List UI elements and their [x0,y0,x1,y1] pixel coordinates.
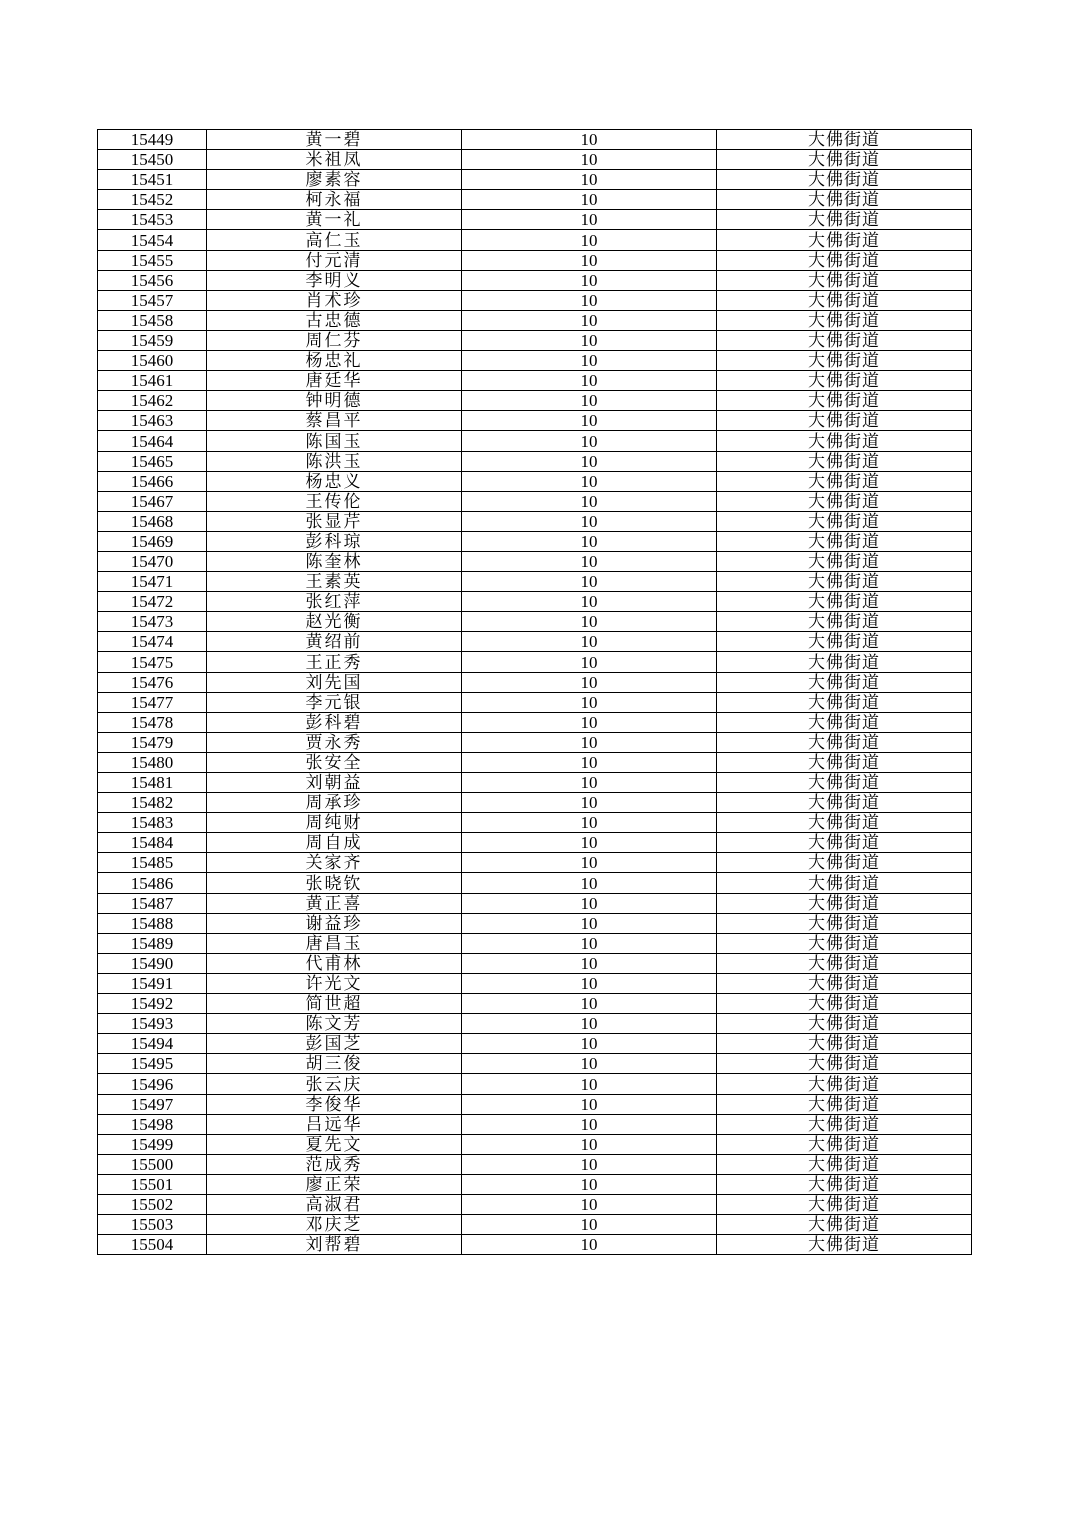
cell-street: 大佛街道 [717,893,972,913]
cell-id: 15485 [98,853,207,873]
table-row [98,652,972,672]
cell-street: 大佛街道 [717,953,972,973]
cell-name: 柯永福 [207,190,462,210]
cell-street: 大佛街道 [717,471,972,491]
cell-amount: 10 [462,913,717,933]
cell-street: 大佛街道 [717,572,972,592]
cell-id: 15496 [98,1074,207,1094]
cell-street: 大佛街道 [717,1215,972,1235]
cell-street: 大佛街道 [717,973,972,993]
table-row [98,170,972,190]
cell-street: 大佛街道 [717,632,972,652]
table-row [98,612,972,632]
table-row [98,551,972,571]
cell-amount: 10 [462,1235,717,1255]
cell-amount: 10 [462,692,717,712]
cell-name: 周纯财 [207,813,462,833]
cell-id: 15499 [98,1134,207,1154]
table-row [98,411,972,431]
cell-amount: 10 [462,491,717,511]
table-row [98,451,972,471]
cell-street: 大佛街道 [717,451,972,471]
cell-name: 吕远华 [207,1114,462,1134]
cell-name: 米祖凤 [207,150,462,170]
table-row [98,853,972,873]
table-row [98,1194,972,1214]
cell-street: 大佛街道 [717,793,972,813]
cell-id: 15468 [98,511,207,531]
cell-name: 高仁玉 [207,230,462,250]
cell-amount: 10 [462,853,717,873]
cell-name: 廖正荣 [207,1174,462,1194]
cell-amount: 10 [462,1154,717,1174]
cell-street: 大佛街道 [717,933,972,953]
cell-street: 大佛街道 [717,310,972,330]
table-row [98,491,972,511]
cell-id: 15503 [98,1215,207,1235]
cell-name: 杨忠义 [207,471,462,491]
cell-street: 大佛街道 [717,833,972,853]
cell-id: 15450 [98,150,207,170]
cell-id: 15467 [98,491,207,511]
table-row [98,531,972,551]
cell-street: 大佛街道 [717,652,972,672]
cell-id: 15480 [98,752,207,772]
cell-id: 15504 [98,1235,207,1255]
cell-amount: 10 [462,371,717,391]
cell-street: 大佛街道 [717,1094,972,1114]
cell-name: 贾永秀 [207,732,462,752]
table-row [98,632,972,652]
cell-name: 廖素容 [207,170,462,190]
cell-amount: 10 [462,873,717,893]
cell-amount: 10 [462,170,717,190]
cell-amount: 10 [462,1215,717,1235]
cell-name: 张云庆 [207,1074,462,1094]
cell-street: 大佛街道 [717,371,972,391]
table-row [98,994,972,1014]
cell-amount: 10 [462,391,717,411]
cell-street: 大佛街道 [717,351,972,371]
cell-street: 大佛街道 [717,1134,972,1154]
cell-id: 15488 [98,913,207,933]
cell-street: 大佛街道 [717,531,972,551]
cell-id: 15455 [98,250,207,270]
table-row [98,1074,972,1094]
table-row [98,773,972,793]
cell-id: 15477 [98,692,207,712]
table-row [98,752,972,772]
cell-street: 大佛街道 [717,1114,972,1134]
cell-street: 大佛街道 [717,1194,972,1214]
cell-id: 15475 [98,652,207,672]
cell-amount: 10 [462,190,717,210]
table-row [98,793,972,813]
table-row [98,953,972,973]
cell-street: 大佛街道 [717,1174,972,1194]
cell-name: 唐昌玉 [207,933,462,953]
cell-amount: 10 [462,893,717,913]
cell-street: 大佛街道 [717,230,972,250]
cell-name: 彭科碧 [207,712,462,732]
cell-id: 15458 [98,310,207,330]
table-row [98,1134,972,1154]
cell-street: 大佛街道 [717,330,972,350]
cell-id: 15459 [98,330,207,350]
cell-amount: 10 [462,270,717,290]
cell-street: 大佛街道 [717,592,972,612]
table-row [98,1014,972,1034]
table-row [98,511,972,531]
cell-amount: 10 [462,351,717,371]
cell-id: 15463 [98,411,207,431]
cell-street: 大佛街道 [717,873,972,893]
cell-name: 王正秀 [207,652,462,672]
cell-id: 15476 [98,672,207,692]
cell-name: 夏先文 [207,1134,462,1154]
cell-street: 大佛街道 [717,712,972,732]
cell-street: 大佛街道 [717,913,972,933]
table-row [98,1174,972,1194]
table-row [98,250,972,270]
cell-street: 大佛街道 [717,994,972,1014]
cell-amount: 10 [462,572,717,592]
cell-amount: 10 [462,330,717,350]
roster-table [97,129,972,1255]
cell-id: 15494 [98,1034,207,1054]
cell-id: 15457 [98,290,207,310]
cell-name: 黄一礼 [207,210,462,230]
cell-name: 周仁芬 [207,330,462,350]
cell-street: 大佛街道 [717,391,972,411]
table-row [98,672,972,692]
cell-id: 15501 [98,1174,207,1194]
table-row [98,1154,972,1174]
cell-street: 大佛街道 [717,491,972,511]
cell-name: 代甫林 [207,953,462,973]
cell-name: 李明义 [207,270,462,290]
cell-street: 大佛街道 [717,813,972,833]
cell-street: 大佛街道 [717,210,972,230]
cell-amount: 10 [462,130,717,150]
cell-name: 李俊华 [207,1094,462,1114]
cell-amount: 10 [462,833,717,853]
cell-street: 大佛街道 [717,250,972,270]
cell-id: 15469 [98,531,207,551]
cell-id: 15487 [98,893,207,913]
table-row [98,833,972,853]
cell-id: 15491 [98,973,207,993]
cell-amount: 10 [462,953,717,973]
cell-id: 15502 [98,1194,207,1214]
table-row [98,1034,972,1054]
cell-street: 大佛街道 [717,511,972,531]
cell-amount: 10 [462,250,717,270]
cell-id: 15498 [98,1114,207,1134]
cell-street: 大佛街道 [717,150,972,170]
table-row [98,1054,972,1074]
cell-amount: 10 [462,1114,717,1134]
cell-name: 蔡昌平 [207,411,462,431]
cell-amount: 10 [462,511,717,531]
table-row [98,150,972,170]
cell-amount: 10 [462,712,717,732]
cell-amount: 10 [462,1134,717,1154]
cell-name: 钟明德 [207,391,462,411]
table-row [98,310,972,330]
cell-street: 大佛街道 [717,551,972,571]
cell-street: 大佛街道 [717,672,972,692]
table-row [98,913,972,933]
cell-id: 15473 [98,612,207,632]
cell-street: 大佛街道 [717,190,972,210]
cell-name: 胡三俊 [207,1054,462,1074]
cell-amount: 10 [462,813,717,833]
cell-name: 高淑君 [207,1194,462,1214]
cell-id: 15482 [98,793,207,813]
cell-name: 张安全 [207,752,462,772]
cell-name: 刘朝益 [207,773,462,793]
cell-street: 大佛街道 [717,732,972,752]
cell-name: 黄正喜 [207,893,462,913]
cell-id: 15470 [98,551,207,571]
table-row [98,692,972,712]
cell-street: 大佛街道 [717,773,972,793]
cell-id: 15489 [98,933,207,953]
cell-amount: 10 [462,1034,717,1054]
cell-name: 古忠德 [207,310,462,330]
cell-name: 简世超 [207,994,462,1014]
cell-street: 大佛街道 [717,170,972,190]
table-row [98,330,972,350]
cell-id: 15464 [98,431,207,451]
cell-amount: 10 [462,793,717,813]
cell-id: 15478 [98,712,207,732]
cell-id: 15460 [98,351,207,371]
cell-name: 彭国芝 [207,1034,462,1054]
cell-amount: 10 [462,531,717,551]
cell-amount: 10 [462,773,717,793]
cell-name: 李元银 [207,692,462,712]
table-row [98,290,972,310]
table-row [98,732,972,752]
cell-street: 大佛街道 [717,752,972,772]
table-row [98,893,972,913]
cell-id: 15495 [98,1054,207,1074]
cell-name: 陈洪玉 [207,451,462,471]
cell-id: 15454 [98,230,207,250]
cell-name: 谢益珍 [207,913,462,933]
table-row [98,1235,972,1255]
table-row [98,1114,972,1134]
table-row [98,210,972,230]
cell-name: 付元清 [207,250,462,270]
cell-amount: 10 [462,672,717,692]
cell-id: 15474 [98,632,207,652]
cell-street: 大佛街道 [717,1154,972,1174]
cell-name: 唐廷华 [207,371,462,391]
cell-amount: 10 [462,1054,717,1074]
cell-amount: 10 [462,652,717,672]
cell-name: 范成秀 [207,1154,462,1174]
table-row [98,230,972,250]
table-row [98,873,972,893]
table-row [98,431,972,451]
cell-id: 15481 [98,773,207,793]
table-row [98,190,972,210]
cell-street: 大佛街道 [717,612,972,632]
cell-id: 15466 [98,471,207,491]
table-row [98,973,972,993]
cell-amount: 10 [462,551,717,571]
cell-amount: 10 [462,431,717,451]
cell-name: 黄绍前 [207,632,462,652]
cell-street: 大佛街道 [717,1014,972,1034]
cell-name: 关家齐 [207,853,462,873]
table-row [98,1215,972,1235]
table-row [98,391,972,411]
cell-id: 15452 [98,190,207,210]
cell-street: 大佛街道 [717,130,972,150]
cell-amount: 10 [462,1074,717,1094]
cell-name: 陈文芳 [207,1014,462,1034]
cell-name: 刘先国 [207,672,462,692]
roster-table-body [98,130,972,1255]
cell-amount: 10 [462,752,717,772]
table-row [98,471,972,491]
cell-id: 15472 [98,592,207,612]
cell-amount: 10 [462,1194,717,1214]
table-row [98,1094,972,1114]
cell-street: 大佛街道 [717,270,972,290]
table-row [98,130,972,150]
cell-id: 15453 [98,210,207,230]
cell-street: 大佛街道 [717,290,972,310]
cell-id: 15484 [98,833,207,853]
cell-name: 赵光衡 [207,612,462,632]
cell-name: 张晓钦 [207,873,462,893]
cell-name: 王素英 [207,572,462,592]
cell-amount: 10 [462,1014,717,1034]
cell-amount: 10 [462,592,717,612]
cell-name: 陈国玉 [207,431,462,451]
cell-amount: 10 [462,210,717,230]
cell-street: 大佛街道 [717,1034,972,1054]
cell-id: 15471 [98,572,207,592]
table-row [98,933,972,953]
cell-amount: 10 [462,632,717,652]
cell-id: 15486 [98,873,207,893]
cell-street: 大佛街道 [717,692,972,712]
table-row [98,572,972,592]
cell-amount: 10 [462,973,717,993]
cell-name: 王传伦 [207,491,462,511]
cell-id: 15497 [98,1094,207,1114]
table-row [98,592,972,612]
cell-id: 15479 [98,732,207,752]
table-row [98,712,972,732]
cell-amount: 10 [462,994,717,1014]
cell-id: 15461 [98,371,207,391]
cell-name: 陈奎林 [207,551,462,571]
cell-name: 张显芹 [207,511,462,531]
cell-name: 许光文 [207,973,462,993]
cell-amount: 10 [462,612,717,632]
table-row [98,351,972,371]
table-row [98,813,972,833]
table-row [98,270,972,290]
cell-id: 15500 [98,1154,207,1174]
cell-id: 15449 [98,130,207,150]
cell-street: 大佛街道 [717,411,972,431]
cell-name: 刘帮碧 [207,1235,462,1255]
cell-name: 周自成 [207,833,462,853]
cell-amount: 10 [462,933,717,953]
cell-amount: 10 [462,1094,717,1114]
cell-id: 15465 [98,451,207,471]
cell-amount: 10 [462,310,717,330]
cell-id: 15490 [98,953,207,973]
cell-name: 黄一碧 [207,130,462,150]
cell-name: 肖术珍 [207,290,462,310]
cell-amount: 10 [462,471,717,491]
cell-name: 张红萍 [207,592,462,612]
cell-id: 15492 [98,994,207,1014]
cell-id: 15483 [98,813,207,833]
cell-amount: 10 [462,732,717,752]
cell-street: 大佛街道 [717,1235,972,1255]
cell-name: 周承珍 [207,793,462,813]
cell-id: 15462 [98,391,207,411]
cell-amount: 10 [462,230,717,250]
cell-id: 15451 [98,170,207,190]
cell-amount: 10 [462,150,717,170]
cell-id: 15456 [98,270,207,290]
cell-amount: 10 [462,411,717,431]
cell-amount: 10 [462,451,717,471]
cell-amount: 10 [462,290,717,310]
cell-name: 杨忠礼 [207,351,462,371]
cell-street: 大佛街道 [717,1074,972,1094]
table-row [98,371,972,391]
cell-street: 大佛街道 [717,431,972,451]
cell-id: 15493 [98,1014,207,1034]
cell-name: 邓庆芝 [207,1215,462,1235]
cell-amount: 10 [462,1174,717,1194]
cell-street: 大佛街道 [717,1054,972,1074]
cell-name: 彭科琼 [207,531,462,551]
cell-street: 大佛街道 [717,853,972,873]
